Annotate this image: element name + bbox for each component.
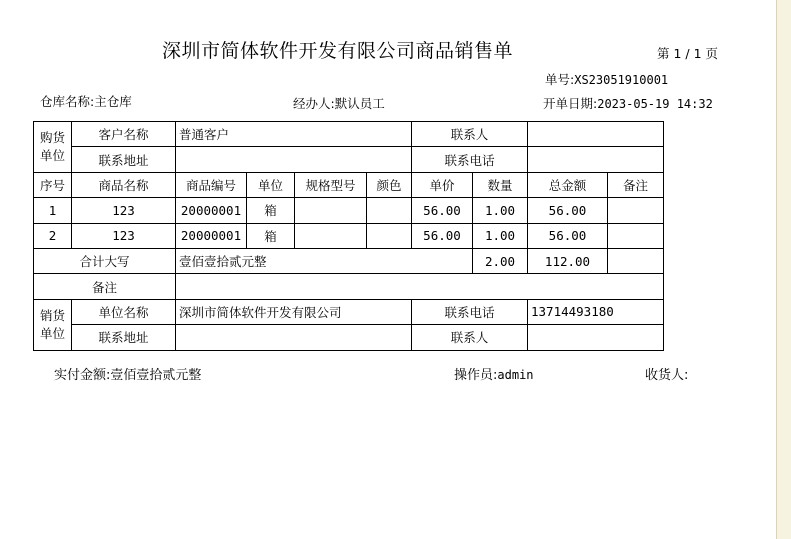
total-amount: 112.00 <box>528 248 608 273</box>
row-spec <box>295 223 367 248</box>
row-price: 56.00 <box>412 198 473 223</box>
paid-amount-label: 实付金额: <box>54 368 111 383</box>
col-header-unit: 单位 <box>247 172 295 197</box>
seller-contact-value <box>528 325 664 350</box>
buyer-address-value <box>176 147 412 172</box>
buyer-contact-label: 联系人 <box>412 122 528 147</box>
total-row <box>34 248 664 273</box>
items-header-row <box>34 172 664 197</box>
paid-amount <box>54 364 201 383</box>
seller-unit-name-value: 深圳市简体软件开发有限公司 <box>176 299 412 324</box>
operator-label: 操作员: <box>454 368 498 383</box>
row-code: 20000001 <box>176 223 247 248</box>
row-unit: 箱 <box>247 223 295 248</box>
row-qty: 1.00 <box>473 198 528 223</box>
col-header-code: 商品编号 <box>176 172 247 197</box>
customer-name-label: 客户名称 <box>72 122 176 147</box>
row-color <box>367 198 412 223</box>
buyer-row-1 <box>34 122 664 147</box>
buyer-section-label: 购货 单位 <box>34 122 72 173</box>
row-seq: 1 <box>34 198 72 223</box>
seller-phone-label: 联系电话 <box>412 299 528 324</box>
row-note <box>608 198 664 223</box>
buyer-phone-label: 联系电话 <box>412 147 528 172</box>
seller-row-1 <box>34 299 664 324</box>
total-note <box>608 248 664 273</box>
handler-info <box>293 94 385 112</box>
remark-value <box>176 274 664 299</box>
receiver-label: 收货人: <box>645 368 689 383</box>
warehouse-info <box>40 92 132 110</box>
col-header-qty: 数量 <box>473 172 528 197</box>
date-value: 2023-05-19 14:32 <box>597 97 713 111</box>
order-number-value: XS23051910001 <box>574 73 669 87</box>
receiver <box>645 364 688 383</box>
row-amount: 56.00 <box>528 198 608 223</box>
buyer-contact-value <box>528 122 664 147</box>
seller-section-label: 销货 单位 <box>34 299 72 350</box>
total-amount-words: 壹佰壹拾贰元整 <box>176 248 473 273</box>
order-number-label: 单号: <box>545 72 575 87</box>
seller-contact-label: 联系人 <box>412 325 528 350</box>
row-qty: 1.00 <box>473 223 528 248</box>
row-spec <box>295 198 367 223</box>
col-header-color: 颜色 <box>367 172 412 197</box>
col-header-seq: 序号 <box>34 172 72 197</box>
sales-order-table <box>33 121 664 351</box>
table-row <box>34 223 664 248</box>
date-info <box>543 94 713 112</box>
col-header-name: 商品名称 <box>72 172 176 197</box>
col-header-spec: 规格型号 <box>295 172 367 197</box>
page-indicator: 第 1 / 1 页 <box>657 46 719 61</box>
document-title: 深圳市简体软件开发有限公司商品销售单 <box>162 40 514 62</box>
row-unit: 箱 <box>247 198 295 223</box>
col-header-note: 备注 <box>608 172 664 197</box>
row-color <box>367 223 412 248</box>
remark-row <box>34 274 664 299</box>
col-header-price: 单价 <box>412 172 473 197</box>
row-price: 56.00 <box>412 223 473 248</box>
paid-amount-value: 壹佰壹拾贰元整 <box>110 368 202 383</box>
handler-label: 经办人: <box>293 96 335 111</box>
seller-address-value <box>176 325 412 350</box>
row-code: 20000001 <box>176 198 247 223</box>
order-number <box>545 70 668 88</box>
col-header-amount: 总金额 <box>528 172 608 197</box>
total-qty: 2.00 <box>473 248 528 273</box>
total-label: 合计大写 <box>34 248 176 273</box>
seller-address-label: 联系地址 <box>72 325 176 350</box>
date-label: 开单日期: <box>543 96 598 111</box>
row-note <box>608 223 664 248</box>
buyer-row-2 <box>34 147 664 172</box>
row-amount: 56.00 <box>528 223 608 248</box>
remark-label: 备注 <box>34 274 176 299</box>
handler-value: 默认员工 <box>334 96 385 111</box>
table-row <box>34 198 664 223</box>
row-name: 123 <box>72 223 176 248</box>
seller-row-2 <box>34 325 664 350</box>
side-scroll-area[interactable] <box>776 0 791 539</box>
operator-value: admin <box>497 368 534 382</box>
warehouse-value: 主仓库 <box>94 94 132 109</box>
customer-name-value: 普通客户 <box>176 122 412 147</box>
seller-phone-value: 13714493180 <box>528 299 664 324</box>
buyer-phone-value <box>528 147 664 172</box>
row-seq: 2 <box>34 223 72 248</box>
seller-unit-name-label: 单位名称 <box>72 299 176 324</box>
buyer-address-label: 联系地址 <box>72 147 176 172</box>
row-name: 123 <box>72 198 176 223</box>
warehouse-label: 仓库名称: <box>40 94 95 109</box>
operator <box>454 364 534 383</box>
